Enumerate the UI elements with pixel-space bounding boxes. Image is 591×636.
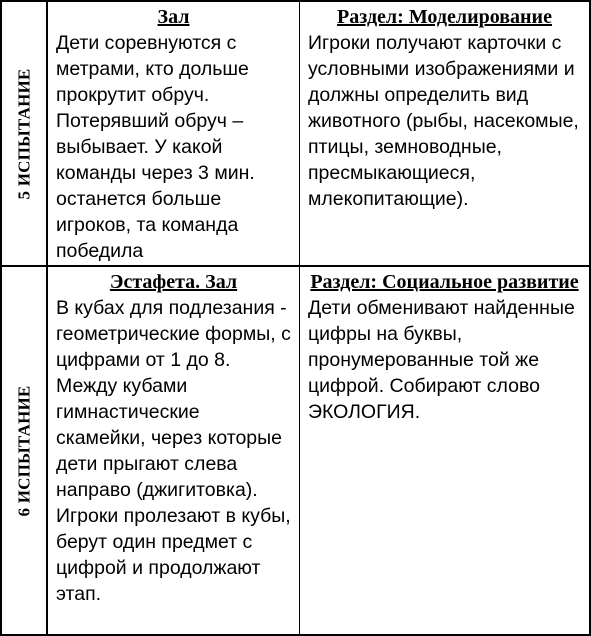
row-6-right-cell	[300, 267, 589, 634]
row-5-side-label-cell	[2, 2, 46, 265]
row-5-right-heading: Раздел: Моделирование	[337, 6, 552, 28]
row-6-left-text: В кубах для подлезания - геометрические формы, с цифрами от 1 до 8. Между кубами гимнастические скамейки, через которые дети прыгают слева направо (джигитовка). Игроки пролезают в кубы, берут один предмет с цифрой и продолжают этап.	[56, 297, 291, 605]
row-5-side-label: 5 ИСПЫТАНИЕ	[14, 68, 34, 199]
row-6-right-text: Дети обменивают найденные цифры на буквы, пронумерованные той же цифрой. Собирают слово ЭКОЛОГИЯ.	[308, 297, 575, 423]
row-6-side-label-cell	[2, 267, 46, 634]
row-5-right-cell	[300, 2, 589, 265]
row-6-side-label: 6 ИСПЫТАНИЕ	[14, 385, 34, 516]
row-5-right-text: Игроки получают карточки с условными изображениями и должны определить вид животного (рыбы, насекомые, птицы, земноводные, пресмыкающиеся, млекопитающие).	[308, 32, 579, 210]
row-5-left-text: Дети соревнуются с метрами, кто дольше прокрутит обруч. Потерявший обруч – выбывает. У какой команды через 3 мин. останется больше игроков, та команда победила	[56, 32, 255, 262]
row-5-left-cell	[48, 2, 299, 265]
row-6-right-heading: Раздел: Социальное развитие	[310, 271, 579, 293]
row-6-left-cell	[48, 267, 299, 634]
row-6-left-heading: Эстафета. Зал	[109, 271, 238, 293]
row-5-left-heading: Зал	[157, 6, 190, 28]
